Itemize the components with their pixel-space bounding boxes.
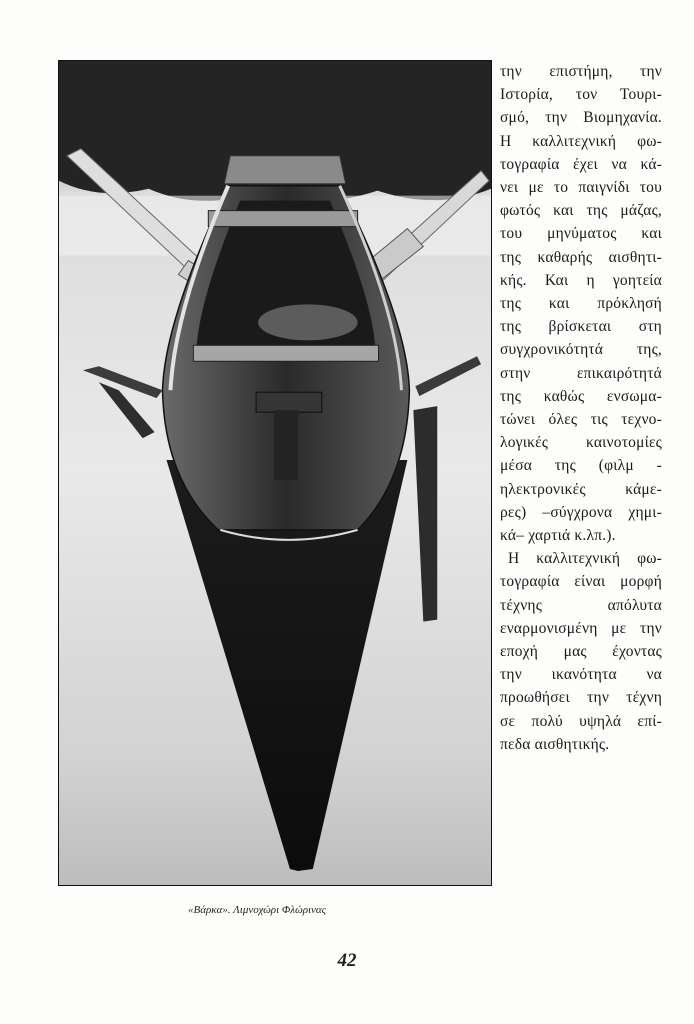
- photo-caption: «Βάρκα». Λιμνοχώρι Φλώρινας: [188, 904, 327, 916]
- text-line: συγχρονικότητά της,: [500, 341, 662, 359]
- text-line: εναρμονισμένη με την: [500, 619, 662, 637]
- text-line: νει με το παιγνίδι του: [500, 179, 662, 197]
- text-line: τέχνης απόλυτα: [500, 596, 662, 614]
- text-line: την επιστήμη, την: [500, 63, 662, 80]
- text-line: την ικανότητα να: [500, 666, 662, 684]
- text-line: της καθαρής αισθητι-: [500, 248, 662, 266]
- text-line: Η καλλιτεχνική φω-: [508, 550, 662, 568]
- text-line: Η καλλιτεχνική φω-: [500, 132, 662, 150]
- text-line: της και πρόκλησή: [500, 295, 662, 313]
- text-line: τώνει όλες τις τεχνο-: [500, 411, 662, 429]
- text-line: του μηνύματος και: [500, 225, 662, 243]
- text-line: της βρίσκεται στη: [500, 318, 662, 336]
- text-line: κά– χαρτιά κ.λπ.).: [500, 527, 616, 545]
- article-text: [500, 60, 662, 756]
- boat-photograph: [58, 60, 492, 886]
- text-line: τογραφία είναι μορφή: [500, 573, 662, 591]
- text-line: σμό, την Βιομηχανία.: [500, 109, 662, 127]
- text-line: στην επικαιρότητά: [500, 364, 662, 382]
- text-line: κής. Και η γοητεία: [500, 271, 662, 289]
- text-line: προωθήσει την τέχνη: [500, 689, 662, 707]
- text-line: ηλεκτρονικές κάμε-: [500, 480, 662, 498]
- text-line: εποχή μας έχοντας: [500, 643, 662, 661]
- text-line: της καθώς ενσωμα-: [500, 387, 662, 405]
- text-line: Ιστορία, τον Τουρι-: [500, 86, 662, 104]
- page-number: 42: [337, 950, 357, 971]
- text-line: πεδα αισθητικής.: [500, 735, 610, 753]
- text-line: λογικές καινοτομίες: [500, 434, 662, 452]
- text-line: σε πολύ υψηλά επί-: [500, 712, 662, 730]
- text-line: ρες) –σύγχρονα χημι-: [500, 503, 662, 521]
- text-line: μέσα της (φιλμ -: [500, 457, 662, 475]
- text-line: τογραφία έχει να κά-: [500, 155, 662, 173]
- text-line: φωτός και της μάζας,: [500, 202, 662, 220]
